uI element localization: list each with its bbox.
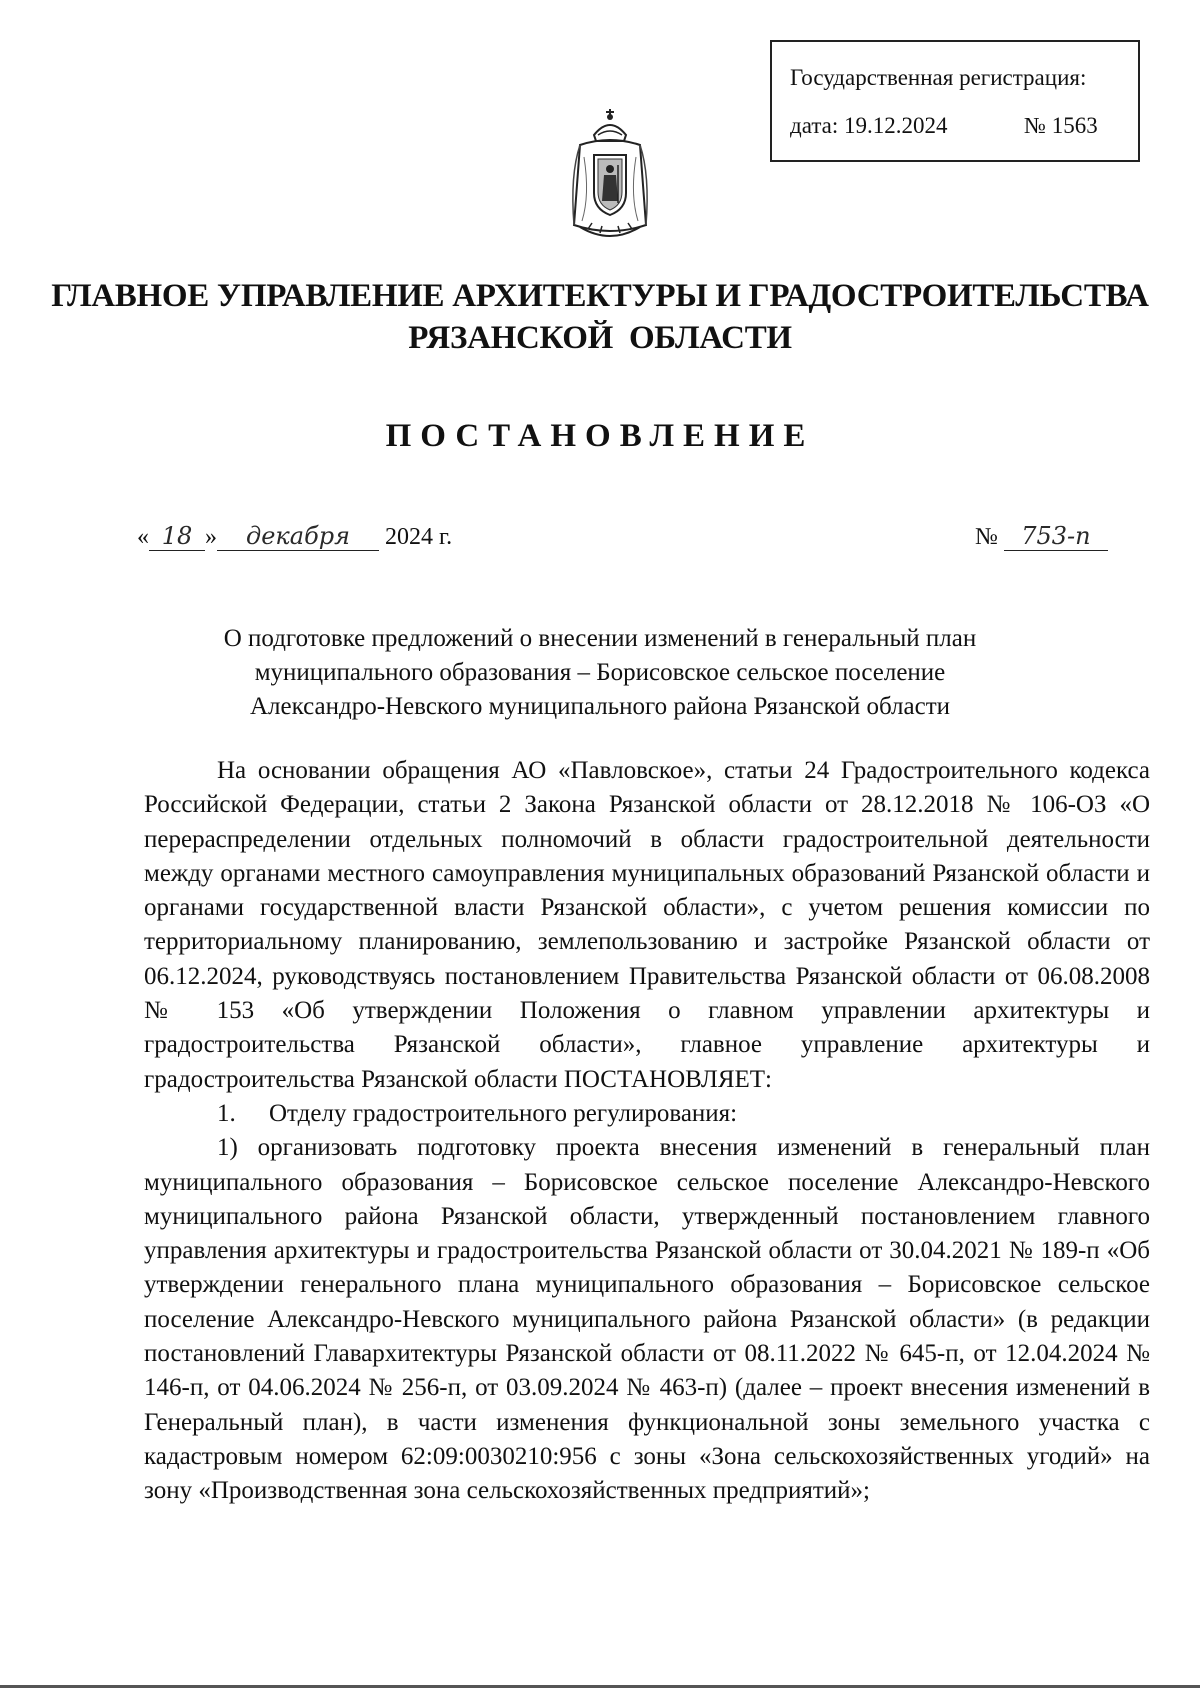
document-number bbox=[975, 522, 1108, 551]
date-year: 2024 г. bbox=[385, 524, 453, 550]
preamble-paragraph: На основании обращения АО «Павловское», статьи 24 Градостроительного кодекса Российской Федерации, статьи 2 Закона Рязанской области от 28.12.2018 № 106-ОЗ «О перераспределении отдельных полномочий в области градостроительной деятельности между органами местного самоуправления муниципальных образований Рязанской области и органами государственной власти Рязанской области», с учетом решения комиссии по территориальному планированию, землепользованию и застройке Рязанской области от 06.12.2024, руководствуясь постановлением Правительства Рязанской области от 06.08.2008 № 153 «Об утверждении Положения о главном управлении архитектуры и градостроительства Рязанской области», главное управление архитектуры и градостроительства Рязанской области ПОСТАНОВЛЯЕТ: bbox=[144, 757, 1150, 1093]
document-type: ПОСТАНОВЛЕНИЕ bbox=[385, 418, 815, 454]
date-close-quote: » bbox=[205, 524, 217, 550]
organization-title-line1: ГЛАВНОЕ УПРАВЛЕНИЕ АРХИТЕКТУРЫ И ГРАДОСТРОИТЕЛЬСТВА bbox=[51, 278, 1149, 314]
date-open-quote: « bbox=[137, 524, 149, 550]
number-handwritten: 753-п bbox=[1004, 522, 1108, 551]
date-day-handwritten: 18 bbox=[149, 522, 205, 551]
document-body bbox=[144, 754, 1150, 1509]
document-date bbox=[137, 522, 452, 551]
registration-title: Государственная регистрация: bbox=[790, 65, 1087, 90]
item-1-number: 1. bbox=[217, 1099, 236, 1127]
date-month-handwritten: декабря bbox=[217, 522, 379, 551]
registration-stamp bbox=[770, 40, 1140, 162]
organization-title-line2: РЯЗАНСКОЙ ОБЛАСТИ bbox=[408, 320, 792, 356]
item-1-text: Отделу градостроительного регулирования: bbox=[269, 1099, 738, 1127]
document-subject bbox=[150, 622, 1050, 724]
registration-date: дата: 19.12.2024 bbox=[790, 113, 948, 138]
item-1 bbox=[144, 1097, 1150, 1131]
scan-edge-divider bbox=[0, 1685, 1200, 1688]
subject-line3: Александро-Невского муниципального района Рязанской области bbox=[249, 693, 951, 720]
number-prefix: № bbox=[975, 524, 998, 550]
organization-title bbox=[0, 275, 1200, 359]
subject-line2: муниципального образования – Борисовское сельское поселение bbox=[254, 659, 946, 686]
subject-line1: О подготовке предложений о внесении изменений в генеральный план bbox=[223, 625, 977, 652]
coat-of-arms-icon bbox=[560, 105, 660, 245]
registration-number: № 1563 bbox=[1024, 113, 1098, 138]
subitem-1: 1) организовать подготовку проекта внесения изменений в генеральный план муниципального образования – Борисовское сельское поселение Александро-Невского муниципального района Рязанской области, утвержденный постановлением главного управления архитектуры и градостроительства Рязанской области от 30.04.2021 № 189-п «Об утверждении генерального плана муниципального образования – Борисовское сельское поселение Александро-Невского муниципального района Рязанской области» (в редакции постановлений Главархитектуры Рязанской области от 08.11.2022 № 645-п, от 12.04.2024 № 146-п, от 04.06.2024 № 256-п, от 03.09.2024 № 463-п) (далее – проект внесения изменений в Генеральный план), в части изменения функциональной зоны земельного участка с кадастровым номером 62:09:0030210:956 с зоны «Зона сельскохозяйственных угодий» на зону «Производственная зона сельскохозяйственных предприятий»; bbox=[144, 1134, 1150, 1505]
